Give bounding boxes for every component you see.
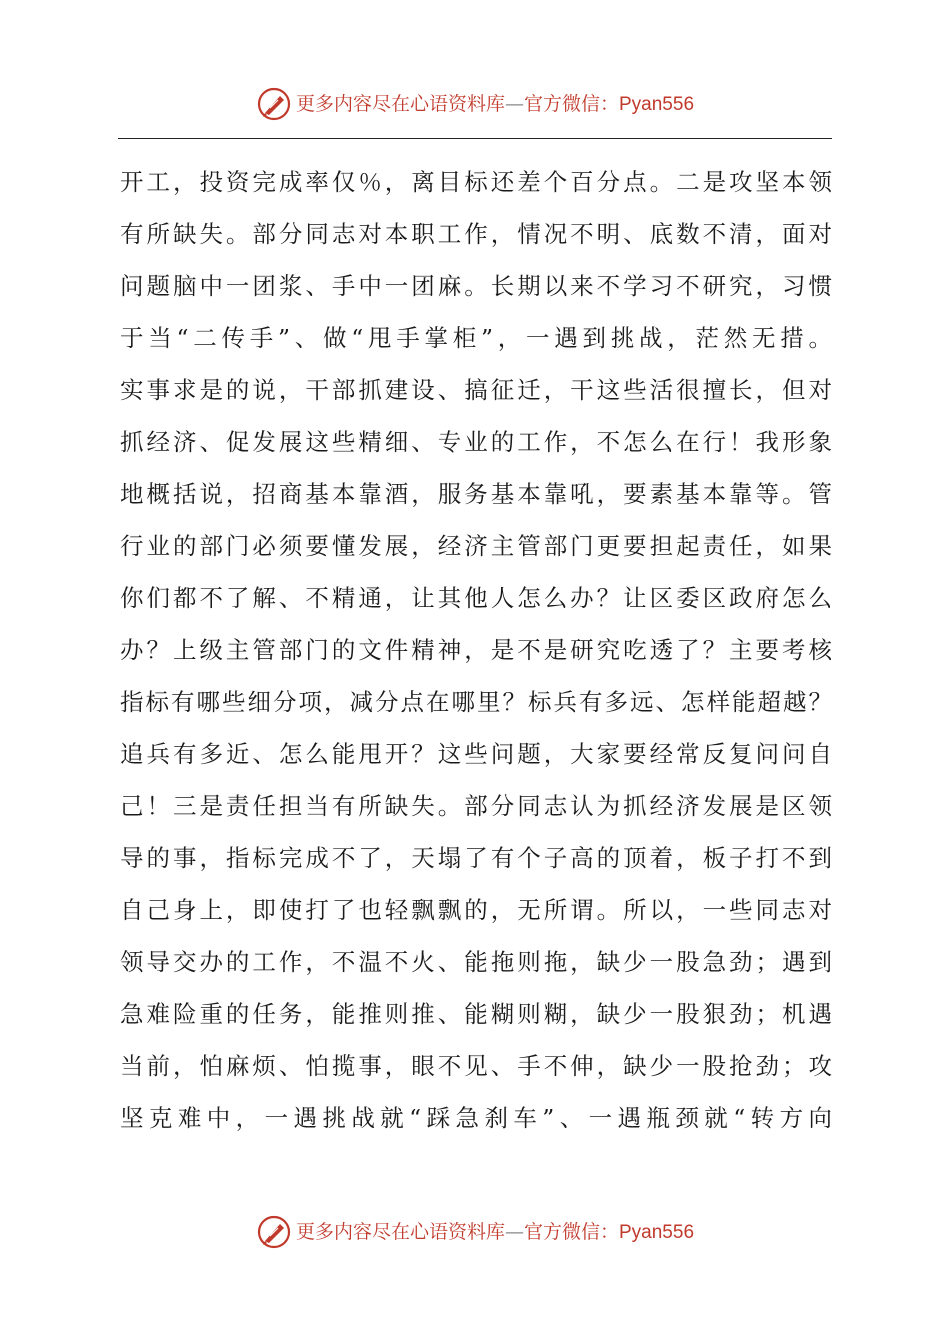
body-text-line: 指标有哪些细分项，减分点在哪里？标兵有多远、怎样能超越？ <box>120 688 832 716</box>
body-text-line: 有所缺失。部分同志对本职工作，情况不明、底数不清，面对 <box>120 220 832 248</box>
body-text-line: 自己身上，即使打了也轻飘飘的，无所谓。所以，一些同志对 <box>120 896 832 924</box>
header-banner <box>0 84 950 124</box>
header-wechat-handle: Pyan556 <box>619 93 695 115</box>
body-text-line: 导的事，指标完成不了，天塌了有个子高的顶着，板子打不到 <box>120 844 832 872</box>
document-body <box>120 156 832 1144</box>
body-text-line: 领导交办的工作，不温不火、能拖则拖，缺少一股急劲；遇到 <box>120 948 832 976</box>
footer-separator: — <box>504 1220 524 1243</box>
pen-nib-logo-icon <box>256 1214 292 1250</box>
body-text-line: 行业的部门必须要懂发展，经济主管部门更要担起责任，如果 <box>120 532 832 560</box>
header-banner-text <box>295 92 695 115</box>
body-text-line: 办？上级主管部门的文件精神，是不是研究吃透了？主要考核 <box>120 636 832 664</box>
footer-wechat-handle: Pyan556 <box>619 1221 695 1243</box>
body-text-line: 己！三是责任担当有所缺失。部分同志认为抓经济发展是区领 <box>120 792 832 820</box>
footer-banner <box>0 1212 950 1252</box>
body-text-line: 抓经济、促发展这些精细、专业的工作，不怎么在行！我形象 <box>120 428 832 456</box>
header-site-name: 更多内容尽在心语资料库 <box>295 92 505 115</box>
footer-wechat-label: 官方微信： <box>523 1220 619 1243</box>
body-text-line: 地概括说，招商基本靠酒，服务基本靠吼，要素基本靠等。管 <box>120 480 832 508</box>
body-text-line: 问题脑中一团浆、手中一团麻。长期以来不学习不研究，习惯 <box>120 272 832 300</box>
pen-nib-logo-icon <box>256 86 292 122</box>
body-text-line: 你们都不了解、不精通，让其他人怎么办？让区委区政府怎么 <box>120 584 832 612</box>
footer-banner-text <box>295 1220 695 1243</box>
body-text-line: 急难险重的任务，能推则推、能糊则糊，缺少一股狠劲；机遇 <box>120 1000 832 1028</box>
header-separator: — <box>504 92 524 115</box>
body-text-line: 实事求是的说，干部抓建设、搞征迁，干这些活很擅长，但对 <box>120 376 832 404</box>
footer-site-name: 更多内容尽在心语资料库 <box>295 1220 505 1243</box>
body-text-line: 开工，投资完成率仅％，离目标还差个百分点。二是攻坚本领 <box>120 168 832 196</box>
body-text-line: 当前，怕麻烦、怕揽事，眼不见、手不伸，缺少一股抢劲；攻 <box>120 1052 832 1080</box>
header-wechat-label: 官方微信： <box>523 92 619 115</box>
header-divider <box>118 138 832 139</box>
body-text-line: 坚克难中，一遇挑战就“踩急刹车”、一遇瓶颈就“转方向 <box>120 1104 832 1132</box>
body-text-line: 于当“二传手”、做“甩手掌柜”，一遇到挑战，茫然无措。 <box>120 324 832 352</box>
body-text-line: 追兵有多近、怎么能甩开？这些问题，大家要经常反复问问自 <box>120 740 832 768</box>
